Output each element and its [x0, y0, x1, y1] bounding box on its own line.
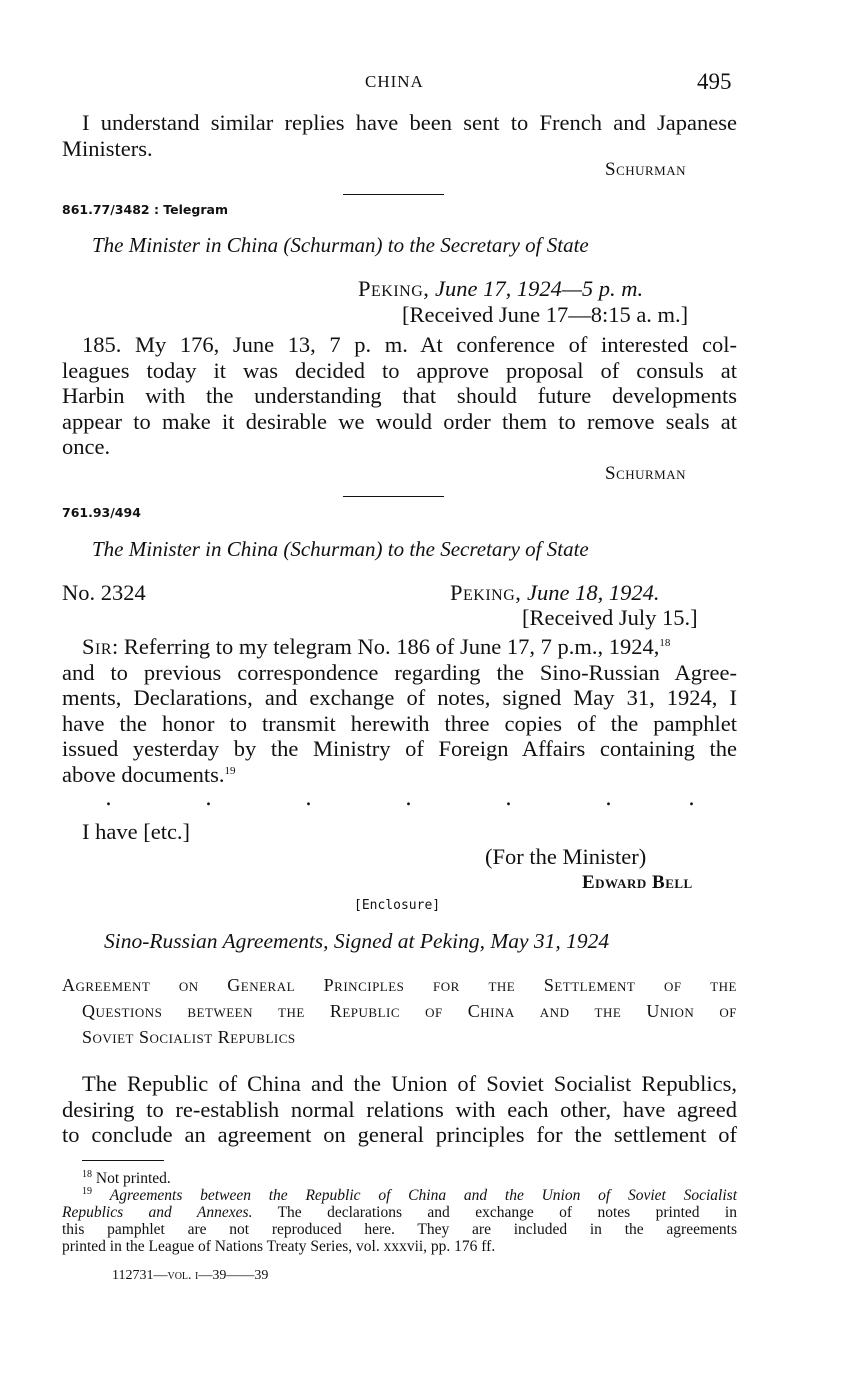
text-line: 185. My 176, June 13, 7 p. m. At conference of interested col- — [82, 332, 737, 357]
text-line: and to previous correspondence regarding the Sino-Russian Agree- — [62, 659, 737, 685]
title-line: Agreement on General Principles for the Settlement of the — [62, 975, 737, 995]
text-line: appear to make it desirable we would order them to remove seals at — [62, 408, 737, 434]
text-line: Harbin with the understanding that should future developments — [62, 383, 737, 408]
text-line — [62, 762, 737, 788]
text-line: leagues today it was decided to approve proposal of consuls at — [62, 357, 737, 383]
received-line: [Received July 15.] — [522, 605, 698, 630]
footnote-19 — [62, 1187, 737, 1255]
footnote-ref[interactable]: 19 — [224, 764, 236, 777]
document-heading: The Minister in China (Schurman) to the Secretary of State — [92, 537, 589, 561]
despatch-body — [62, 634, 737, 787]
received-line: [Received June 17—8:15 a. m.] — [402, 302, 689, 327]
title-line: Soviet Socialist Republics — [82, 1027, 296, 1047]
footnote-18 — [82, 1170, 171, 1187]
signer: Edward Bell — [582, 872, 693, 893]
agreement-title — [62, 972, 737, 1050]
text-line: The Republic of China and the Union of Soviet Socialist Republics, — [82, 1071, 737, 1096]
enclosure-title: Sino-Russian Agreements, Signed at Peking, May 31, 1924 — [104, 929, 610, 953]
signature: Schurman — [605, 159, 687, 180]
section-divider — [343, 194, 444, 195]
text-line: issued yesterday by the Ministry of Foreign Affairs containing the — [62, 736, 737, 761]
date: June 18, 1924. — [527, 580, 660, 605]
printer-mark: 112731—vol. i—39——39 — [112, 1268, 269, 1283]
text-line — [62, 634, 737, 660]
text-line: ments, Declarations, and exchange of notes, signed May 31, 1924, I — [62, 685, 737, 710]
section-divider — [343, 496, 444, 497]
running-title: CHINA — [365, 72, 424, 91]
footnote-line: this pamphlet are not reproduced here. They are included in the agreements — [62, 1221, 737, 1238]
dateline — [450, 580, 660, 606]
salutation: Sir — [82, 634, 113, 659]
footnote-line — [62, 1204, 737, 1221]
file-number: 861.77/3482 : Telegram — [62, 202, 228, 217]
opening-paragraph — [62, 110, 737, 161]
agreement-preamble — [62, 1071, 737, 1148]
enclosure-label: [Enclosure] — [354, 898, 441, 913]
date: June 17, 1924—5 p. m. — [435, 276, 644, 301]
text-line: once. — [62, 434, 111, 459]
despatch-number: No. 2324 — [62, 580, 146, 605]
text-line: to conclude an agreement on general principles for the settlement of — [62, 1122, 737, 1147]
document-heading: The Minister in China (Schurman) to the Secretary of State — [92, 233, 589, 257]
closing: I have [etc.] — [82, 819, 191, 844]
file-number: 761.93/494 — [62, 505, 141, 520]
footnote-italic: Republics and Annexes. — [62, 1204, 253, 1221]
page-number: 495 — [697, 69, 732, 94]
text-line: desiring to re-establish normal relations with each other, have agreed — [62, 1096, 737, 1122]
place: Peking, — [450, 580, 522, 605]
footnote-text: Not printed. — [95, 1170, 171, 1187]
text-line: Ministers. — [62, 135, 153, 161]
signature: Schurman — [605, 463, 687, 484]
title-line: Questions between the Republic of China and the Union of — [82, 1001, 737, 1021]
footnote-divider — [82, 1160, 164, 1161]
footnote-mark: 19 — [82, 1186, 92, 1197]
footnote-text: The declarations and exchange of notes printed in — [277, 1204, 737, 1221]
signer-for: (For the Minister) — [485, 844, 647, 869]
dateline — [358, 276, 643, 302]
text-segment: : Referring to my telegram No. 186 of June 17, 7 p.m., 1924, — [112, 634, 660, 659]
text-line: I understand similar replies have been sent to French and Japanese — [82, 110, 737, 135]
text-line: have the honor to transmit herewith three copies of the pamphlet — [62, 710, 737, 736]
footnote-line — [62, 1187, 737, 1204]
text-segment: above documents. — [62, 761, 225, 787]
place: Peking, — [358, 276, 430, 301]
footnote-line: printed in the League of Nations Treaty Series, vol. xxxvii, pp. 176 ff. — [62, 1238, 496, 1255]
telegram-body — [62, 332, 737, 460]
footnote-ref[interactable]: 18 — [659, 637, 671, 649]
footnote-italic: Agreements between the Republic of China and the Union of Soviet Socialist — [109, 1187, 738, 1204]
footnote-mark: 18 — [82, 1169, 92, 1180]
